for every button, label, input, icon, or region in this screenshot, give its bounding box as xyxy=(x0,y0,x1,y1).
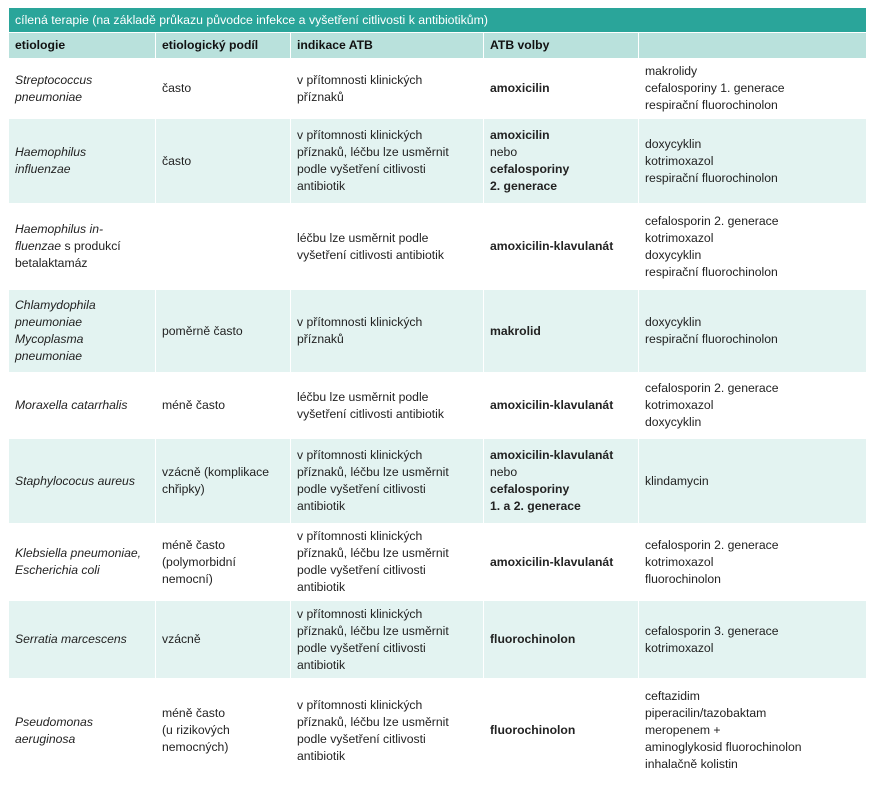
indication-cell: v přítomnosti klinických příznaků xyxy=(291,59,484,119)
choice-cell: amoxicilin-klavulanát xyxy=(484,524,639,601)
share-cell: vzácně xyxy=(156,601,291,679)
indication-cell: v přítomnosti klinických příznaků, léčbu lze usměrnit podle vyšetření citlivosti antibiotik xyxy=(291,119,484,204)
alternatives-cell: cefalosporin 3. generace kotrimoxazol xyxy=(639,601,867,679)
alternatives-cell: doxycyklin kotrimoxazol respirační fluorochinolon xyxy=(639,119,867,204)
share-cell xyxy=(156,204,291,290)
choice-cell: amoxicilin nebo cefalosporiny 2. generace xyxy=(484,119,639,204)
indication-cell: v přítomnosti klinických příznaků, léčbu lze usměrnit podle vyšetření citlivosti antibiotik xyxy=(291,601,484,679)
choice-cell: amoxicilin xyxy=(484,59,639,119)
etiology-cell: Klebsiella pneumoniae, Escherichia coli xyxy=(9,524,156,601)
indication-cell: léčbu lze usměrnit podle vyšetření citlivosti antibiotik xyxy=(291,373,484,439)
share-cell: vzácně (komplikace chřipky) xyxy=(156,439,291,524)
etiology-cell: Serratia marcescens xyxy=(9,601,156,679)
indication-cell: v přítomnosti klinických příznaků, léčbu lze usměrnit podle vyšetření citlivosti antibiotik xyxy=(291,439,484,524)
table-title: cílená terapie (na základě průkazu původce infekce a vyšetření citlivosti k antibiotikům) xyxy=(9,8,867,33)
etiology-cell: Chlamydophila pneumoniae Mycoplasma pneumoniae xyxy=(9,290,156,373)
therapy-table-container xyxy=(8,7,866,783)
alternatives-cell: cefalosporin 2. generace kotrimoxazol doxycyklin respirační fluorochinolon xyxy=(639,204,867,290)
choice-cell: makrolid xyxy=(484,290,639,373)
choice-cell: amoxicilin-klavulanát nebo cefalosporiny 1. a 2. generace xyxy=(484,439,639,524)
therapy-table xyxy=(8,7,867,783)
table-row xyxy=(9,119,867,204)
share-cell: méně často (u rizikových nemocných) xyxy=(156,679,291,783)
choice-cell: amoxicilin-klavulanát xyxy=(484,204,639,290)
table-row xyxy=(9,601,867,679)
alternatives-cell: doxycyklin respirační fluorochinolon xyxy=(639,290,867,373)
etiology-cell: Pseudomonas aeruginosa xyxy=(9,679,156,783)
share-cell: méně často (polymorbidní nemocní) xyxy=(156,524,291,601)
table-row xyxy=(9,439,867,524)
etiology-cell: Staphylococus aureus xyxy=(9,439,156,524)
choice-cell: fluorochinolon xyxy=(484,601,639,679)
indication-cell: léčbu lze usměrnit podle vyšetření citlivosti antibiotik xyxy=(291,204,484,290)
etiology-cell: Haemophilus in- fluenzae s produkcí betalaktamáz xyxy=(9,204,156,290)
table-row xyxy=(9,373,867,439)
indication-cell: v přítomnosti klinických příznaků xyxy=(291,290,484,373)
table-row xyxy=(9,679,867,783)
header-etiology: etiologie xyxy=(9,33,156,59)
share-cell: často xyxy=(156,119,291,204)
choice-cell: fluorochinolon xyxy=(484,679,639,783)
indication-cell: v přítomnosti klinických příznaků, léčbu lze usměrnit podle vyšetření citlivosti antibiotik xyxy=(291,524,484,601)
table-row xyxy=(9,59,867,119)
alternatives-cell: klindamycin xyxy=(639,439,867,524)
etiology-cell: Haemophilus influenzae xyxy=(9,119,156,204)
table-row xyxy=(9,524,867,601)
share-cell: poměrně často xyxy=(156,290,291,373)
table-row xyxy=(9,290,867,373)
alternatives-cell: cefalosporin 2. generace kotrimoxazol fluorochinolon xyxy=(639,524,867,601)
header-choice: ATB volby xyxy=(484,33,639,59)
header-alternatives xyxy=(639,33,867,59)
alternatives-cell: makrolidy cefalosporiny 1. generace respirační fluorochinolon xyxy=(639,59,867,119)
share-cell: méně často xyxy=(156,373,291,439)
etiology-cell: Streptococcus pneumoniae xyxy=(9,59,156,119)
table-row xyxy=(9,204,867,290)
alternatives-cell: ceftazidim piperacilin/tazobaktam meropenem + aminoglykosid fluorochinolon inhalačně kolistin xyxy=(639,679,867,783)
share-cell: často xyxy=(156,59,291,119)
alternatives-cell: cefalosporin 2. generace kotrimoxazol doxycyklin xyxy=(639,373,867,439)
header-share: etiologický podíl xyxy=(156,33,291,59)
header-indication: indikace ATB xyxy=(291,33,484,59)
choice-cell: amoxicilin-klavulanát xyxy=(484,373,639,439)
indication-cell: v přítomnosti klinických příznaků, léčbu lze usměrnit podle vyšetření citlivosti antibiotik xyxy=(291,679,484,783)
etiology-cell: Moraxella catarrhalis xyxy=(9,373,156,439)
